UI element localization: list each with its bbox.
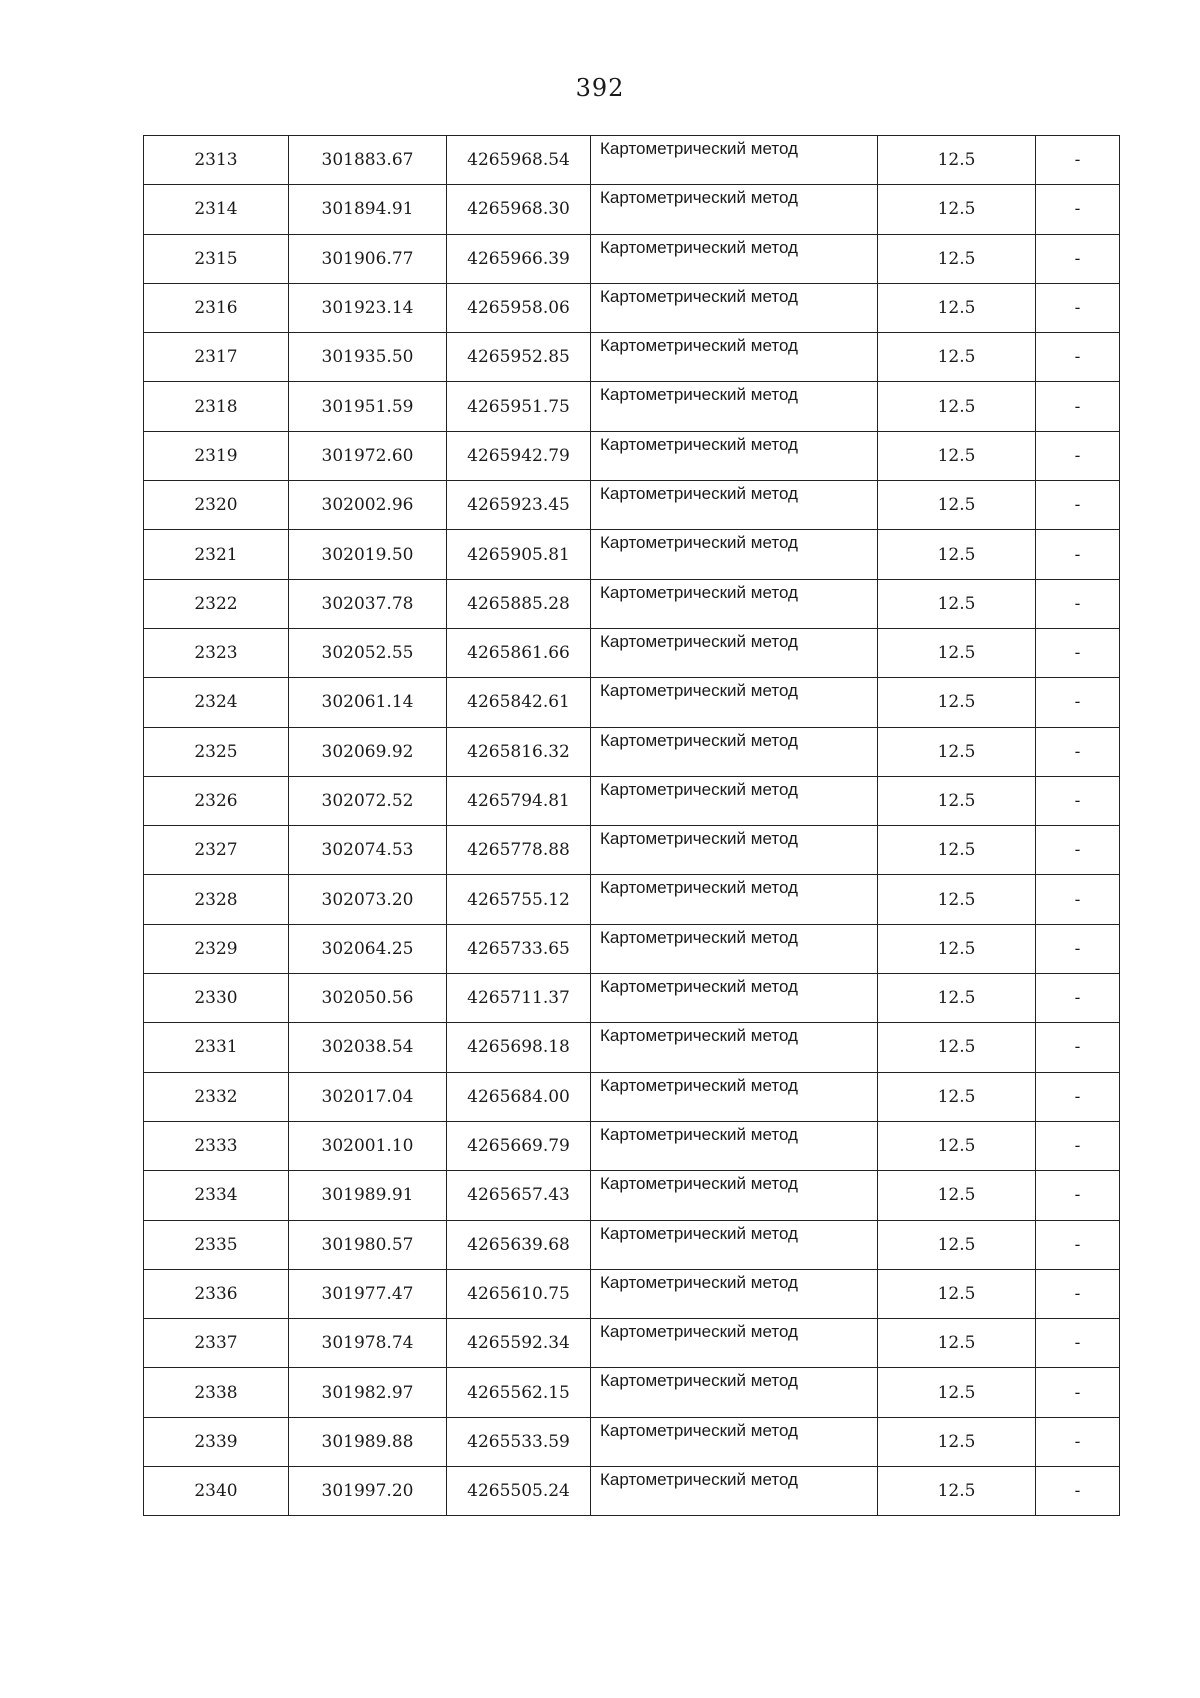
accuracy-cell: 12.5 bbox=[878, 1467, 1036, 1516]
table-row bbox=[144, 1121, 1120, 1170]
note-cell: - bbox=[1036, 579, 1120, 628]
y-coordinate-cell: 4265923.45 bbox=[447, 481, 591, 530]
method-cell: Картометрический метод bbox=[591, 333, 878, 382]
x-coordinate-cell: 301923.14 bbox=[289, 283, 447, 332]
table-row bbox=[144, 826, 1120, 875]
note-cell: - bbox=[1036, 924, 1120, 973]
table-row bbox=[144, 776, 1120, 825]
x-coordinate-cell: 302072.52 bbox=[289, 776, 447, 825]
accuracy-cell: 12.5 bbox=[878, 776, 1036, 825]
x-coordinate-cell: 301906.77 bbox=[289, 234, 447, 283]
point-number-cell: 2317 bbox=[144, 333, 289, 382]
x-coordinate-cell: 301978.74 bbox=[289, 1319, 447, 1368]
method-cell: Картометрический метод bbox=[591, 579, 878, 628]
y-coordinate-cell: 4265639.68 bbox=[447, 1220, 591, 1269]
method-cell: Картометрический метод bbox=[591, 1171, 878, 1220]
method-cell: Картометрический метод bbox=[591, 628, 878, 677]
accuracy-cell: 12.5 bbox=[878, 875, 1036, 924]
note-cell: - bbox=[1036, 1467, 1120, 1516]
note-cell: - bbox=[1036, 136, 1120, 185]
accuracy-cell: 12.5 bbox=[878, 136, 1036, 185]
point-number-cell: 2319 bbox=[144, 431, 289, 480]
y-coordinate-cell: 4265657.43 bbox=[447, 1171, 591, 1220]
note-cell: - bbox=[1036, 481, 1120, 530]
point-number-cell: 2327 bbox=[144, 826, 289, 875]
table-row bbox=[144, 1072, 1120, 1121]
accuracy-cell: 12.5 bbox=[878, 481, 1036, 530]
table-row bbox=[144, 1319, 1120, 1368]
accuracy-cell: 12.5 bbox=[878, 1220, 1036, 1269]
y-coordinate-cell: 4265794.81 bbox=[447, 776, 591, 825]
accuracy-cell: 12.5 bbox=[878, 530, 1036, 579]
x-coordinate-cell: 301997.20 bbox=[289, 1467, 447, 1516]
note-cell: - bbox=[1036, 1319, 1120, 1368]
table-row bbox=[144, 1220, 1120, 1269]
y-coordinate-cell: 4265842.61 bbox=[447, 678, 591, 727]
method-cell: Картометрический метод bbox=[591, 1121, 878, 1170]
point-number-cell: 2339 bbox=[144, 1417, 289, 1466]
y-coordinate-cell: 4265951.75 bbox=[447, 382, 591, 431]
x-coordinate-cell: 301894.91 bbox=[289, 185, 447, 234]
note-cell: - bbox=[1036, 628, 1120, 677]
accuracy-cell: 12.5 bbox=[878, 333, 1036, 382]
method-cell: Картометрический метод bbox=[591, 1269, 878, 1318]
y-coordinate-cell: 4265592.34 bbox=[447, 1319, 591, 1368]
point-number-cell: 2330 bbox=[144, 974, 289, 1023]
point-number-cell: 2325 bbox=[144, 727, 289, 776]
table-row bbox=[144, 1467, 1120, 1516]
method-cell: Картометрический метод bbox=[591, 185, 878, 234]
method-cell: Картометрический метод bbox=[591, 530, 878, 579]
method-cell: Картометрический метод bbox=[591, 431, 878, 480]
y-coordinate-cell: 4265952.85 bbox=[447, 333, 591, 382]
method-cell: Картометрический метод bbox=[591, 382, 878, 431]
table-row bbox=[144, 283, 1120, 332]
point-number-cell: 2316 bbox=[144, 283, 289, 332]
x-coordinate-cell: 302038.54 bbox=[289, 1023, 447, 1072]
y-coordinate-cell: 4265669.79 bbox=[447, 1121, 591, 1170]
y-coordinate-cell: 4265505.24 bbox=[447, 1467, 591, 1516]
y-coordinate-cell: 4265958.06 bbox=[447, 283, 591, 332]
note-cell: - bbox=[1036, 1072, 1120, 1121]
note-cell: - bbox=[1036, 1417, 1120, 1466]
table-row bbox=[144, 1368, 1120, 1417]
x-coordinate-cell: 301989.91 bbox=[289, 1171, 447, 1220]
note-cell: - bbox=[1036, 530, 1120, 579]
point-number-cell: 2338 bbox=[144, 1368, 289, 1417]
accuracy-cell: 12.5 bbox=[878, 185, 1036, 234]
x-coordinate-cell: 301951.59 bbox=[289, 382, 447, 431]
point-number-cell: 2318 bbox=[144, 382, 289, 431]
table-row bbox=[144, 678, 1120, 727]
accuracy-cell: 12.5 bbox=[878, 1417, 1036, 1466]
point-number-cell: 2340 bbox=[144, 1467, 289, 1516]
method-cell: Картометрический метод bbox=[591, 826, 878, 875]
accuracy-cell: 12.5 bbox=[878, 1121, 1036, 1170]
table-row bbox=[144, 431, 1120, 480]
x-coordinate-cell: 301935.50 bbox=[289, 333, 447, 382]
method-cell: Картометрический метод bbox=[591, 1368, 878, 1417]
point-number-cell: 2322 bbox=[144, 579, 289, 628]
accuracy-cell: 12.5 bbox=[878, 283, 1036, 332]
x-coordinate-cell: 302019.50 bbox=[289, 530, 447, 579]
method-cell: Картометрический метод bbox=[591, 136, 878, 185]
x-coordinate-cell: 302073.20 bbox=[289, 875, 447, 924]
accuracy-cell: 12.5 bbox=[878, 382, 1036, 431]
note-cell: - bbox=[1036, 1171, 1120, 1220]
note-cell: - bbox=[1036, 1269, 1120, 1318]
method-cell: Картометрический метод bbox=[591, 1319, 878, 1368]
accuracy-cell: 12.5 bbox=[878, 628, 1036, 677]
coordinates-table bbox=[143, 135, 1120, 1516]
x-coordinate-cell: 301982.97 bbox=[289, 1368, 447, 1417]
note-cell: - bbox=[1036, 727, 1120, 776]
note-cell: - bbox=[1036, 382, 1120, 431]
accuracy-cell: 12.5 bbox=[878, 1368, 1036, 1417]
x-coordinate-cell: 301989.88 bbox=[289, 1417, 447, 1466]
table-row bbox=[144, 136, 1120, 185]
table-row bbox=[144, 727, 1120, 776]
y-coordinate-cell: 4265755.12 bbox=[447, 875, 591, 924]
accuracy-cell: 12.5 bbox=[878, 826, 1036, 875]
method-cell: Картометрический метод bbox=[591, 283, 878, 332]
point-number-cell: 2324 bbox=[144, 678, 289, 727]
point-number-cell: 2328 bbox=[144, 875, 289, 924]
point-number-cell: 2326 bbox=[144, 776, 289, 825]
table-row bbox=[144, 185, 1120, 234]
x-coordinate-cell: 302074.53 bbox=[289, 826, 447, 875]
table-row bbox=[144, 333, 1120, 382]
accuracy-cell: 12.5 bbox=[878, 431, 1036, 480]
y-coordinate-cell: 4265711.37 bbox=[447, 974, 591, 1023]
method-cell: Картометрический метод bbox=[591, 1023, 878, 1072]
x-coordinate-cell: 302064.25 bbox=[289, 924, 447, 973]
point-number-cell: 2331 bbox=[144, 1023, 289, 1072]
note-cell: - bbox=[1036, 283, 1120, 332]
point-number-cell: 2332 bbox=[144, 1072, 289, 1121]
x-coordinate-cell: 302069.92 bbox=[289, 727, 447, 776]
method-cell: Картометрический метод bbox=[591, 1417, 878, 1466]
point-number-cell: 2315 bbox=[144, 234, 289, 283]
table-row bbox=[144, 234, 1120, 283]
y-coordinate-cell: 4265885.28 bbox=[447, 579, 591, 628]
accuracy-cell: 12.5 bbox=[878, 1072, 1036, 1121]
accuracy-cell: 12.5 bbox=[878, 1171, 1036, 1220]
y-coordinate-cell: 4265816.32 bbox=[447, 727, 591, 776]
note-cell: - bbox=[1036, 333, 1120, 382]
x-coordinate-cell: 302037.78 bbox=[289, 579, 447, 628]
point-number-cell: 2329 bbox=[144, 924, 289, 973]
y-coordinate-cell: 4265533.59 bbox=[447, 1417, 591, 1466]
method-cell: Картометрический метод bbox=[591, 875, 878, 924]
note-cell: - bbox=[1036, 776, 1120, 825]
note-cell: - bbox=[1036, 1220, 1120, 1269]
page-number: 392 bbox=[575, 74, 625, 102]
y-coordinate-cell: 4265684.00 bbox=[447, 1072, 591, 1121]
accuracy-cell: 12.5 bbox=[878, 1023, 1036, 1072]
note-cell: - bbox=[1036, 185, 1120, 234]
table-row bbox=[144, 382, 1120, 431]
table-row bbox=[144, 974, 1120, 1023]
x-coordinate-cell: 301883.67 bbox=[289, 136, 447, 185]
note-cell: - bbox=[1036, 1023, 1120, 1072]
table-row bbox=[144, 579, 1120, 628]
accuracy-cell: 12.5 bbox=[878, 678, 1036, 727]
x-coordinate-cell: 301972.60 bbox=[289, 431, 447, 480]
y-coordinate-cell: 4265698.18 bbox=[447, 1023, 591, 1072]
y-coordinate-cell: 4265968.54 bbox=[447, 136, 591, 185]
y-coordinate-cell: 4265942.79 bbox=[447, 431, 591, 480]
note-cell: - bbox=[1036, 875, 1120, 924]
point-number-cell: 2335 bbox=[144, 1220, 289, 1269]
accuracy-cell: 12.5 bbox=[878, 234, 1036, 283]
note-cell: - bbox=[1036, 1368, 1120, 1417]
accuracy-cell: 12.5 bbox=[878, 924, 1036, 973]
point-number-cell: 2320 bbox=[144, 481, 289, 530]
y-coordinate-cell: 4265966.39 bbox=[447, 234, 591, 283]
point-number-cell: 2323 bbox=[144, 628, 289, 677]
point-number-cell: 2321 bbox=[144, 530, 289, 579]
x-coordinate-cell: 301977.47 bbox=[289, 1269, 447, 1318]
y-coordinate-cell: 4265905.81 bbox=[447, 530, 591, 579]
table-row bbox=[144, 924, 1120, 973]
note-cell: - bbox=[1036, 234, 1120, 283]
accuracy-cell: 12.5 bbox=[878, 1319, 1036, 1368]
point-number-cell: 2314 bbox=[144, 185, 289, 234]
y-coordinate-cell: 4265733.65 bbox=[447, 924, 591, 973]
accuracy-cell: 12.5 bbox=[878, 1269, 1036, 1318]
method-cell: Картометрический метод bbox=[591, 974, 878, 1023]
method-cell: Картометрический метод bbox=[591, 234, 878, 283]
x-coordinate-cell: 302052.55 bbox=[289, 628, 447, 677]
note-cell: - bbox=[1036, 826, 1120, 875]
x-coordinate-cell: 302061.14 bbox=[289, 678, 447, 727]
table-row bbox=[144, 1171, 1120, 1220]
accuracy-cell: 12.5 bbox=[878, 727, 1036, 776]
point-number-cell: 2337 bbox=[144, 1319, 289, 1368]
y-coordinate-cell: 4265778.88 bbox=[447, 826, 591, 875]
accuracy-cell: 12.5 bbox=[878, 579, 1036, 628]
point-number-cell: 2334 bbox=[144, 1171, 289, 1220]
table-row bbox=[144, 481, 1120, 530]
table-row bbox=[144, 530, 1120, 579]
method-cell: Картометрический метод bbox=[591, 678, 878, 727]
x-coordinate-cell: 301980.57 bbox=[289, 1220, 447, 1269]
x-coordinate-cell: 302002.96 bbox=[289, 481, 447, 530]
table-row bbox=[144, 1417, 1120, 1466]
method-cell: Картометрический метод bbox=[591, 481, 878, 530]
note-cell: - bbox=[1036, 974, 1120, 1023]
table-row bbox=[144, 1023, 1120, 1072]
method-cell: Картометрический метод bbox=[591, 1467, 878, 1516]
method-cell: Картометрический метод bbox=[591, 924, 878, 973]
method-cell: Картометрический метод bbox=[591, 776, 878, 825]
y-coordinate-cell: 4265610.75 bbox=[447, 1269, 591, 1318]
note-cell: - bbox=[1036, 1121, 1120, 1170]
y-coordinate-cell: 4265562.15 bbox=[447, 1368, 591, 1417]
coordinates-table-body bbox=[144, 136, 1120, 1516]
method-cell: Картометрический метод bbox=[591, 727, 878, 776]
table-row bbox=[144, 875, 1120, 924]
y-coordinate-cell: 4265861.66 bbox=[447, 628, 591, 677]
table-row bbox=[144, 1269, 1120, 1318]
note-cell: - bbox=[1036, 431, 1120, 480]
x-coordinate-cell: 302001.10 bbox=[289, 1121, 447, 1170]
note-cell: - bbox=[1036, 678, 1120, 727]
accuracy-cell: 12.5 bbox=[878, 974, 1036, 1023]
method-cell: Картометрический метод bbox=[591, 1220, 878, 1269]
point-number-cell: 2333 bbox=[144, 1121, 289, 1170]
table-row bbox=[144, 628, 1120, 677]
y-coordinate-cell: 4265968.30 bbox=[447, 185, 591, 234]
method-cell: Картометрический метод bbox=[591, 1072, 878, 1121]
point-number-cell: 2336 bbox=[144, 1269, 289, 1318]
point-number-cell: 2313 bbox=[144, 136, 289, 185]
x-coordinate-cell: 302017.04 bbox=[289, 1072, 447, 1121]
x-coordinate-cell: 302050.56 bbox=[289, 974, 447, 1023]
